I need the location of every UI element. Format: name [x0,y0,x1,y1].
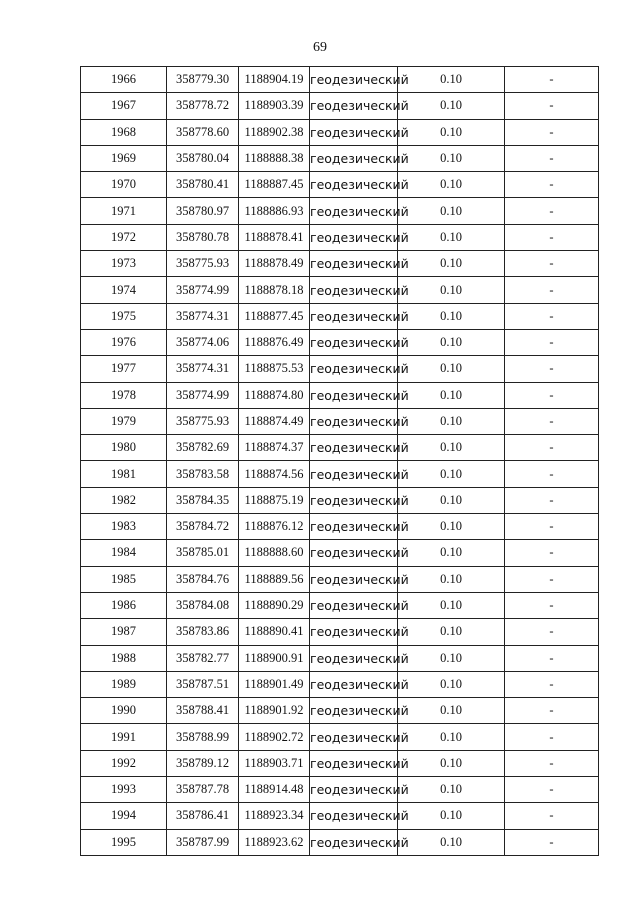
y-coordinate-cell: 1188902.72 [239,724,310,750]
y-coordinate-cell: 1188874.37 [239,435,310,461]
point-number-cell: 1971 [81,198,167,224]
table-row [81,724,599,750]
table-row [81,619,599,645]
y-coordinate-cell: 1188888.60 [239,540,310,566]
note-cell: - [505,198,599,224]
accuracy-cell: 0.10 [398,619,505,645]
note-cell: - [505,566,599,592]
y-coordinate-cell: 1188923.34 [239,803,310,829]
point-number-cell: 1966 [81,67,167,93]
point-number-cell: 1972 [81,224,167,250]
note-cell: - [505,277,599,303]
note-cell: - [505,592,599,618]
accuracy-cell: 0.10 [398,645,505,671]
point-number-cell: 1970 [81,172,167,198]
note-cell: - [505,461,599,487]
accuracy-cell: 0.10 [398,145,505,171]
y-coordinate-cell: 1188890.29 [239,592,310,618]
note-cell: - [505,803,599,829]
note-cell: - [505,145,599,171]
method-cell: геодезический [310,277,398,303]
accuracy-cell: 0.10 [398,329,505,355]
accuracy-cell: 0.10 [398,356,505,382]
table-row [81,172,599,198]
note-cell: - [505,172,599,198]
table-row [81,540,599,566]
point-number-cell: 1982 [81,487,167,513]
y-coordinate-cell: 1188890.41 [239,619,310,645]
note-cell: - [505,329,599,355]
x-coordinate-cell: 358784.35 [167,487,239,513]
y-coordinate-cell: 1188903.71 [239,750,310,776]
accuracy-cell: 0.10 [398,540,505,566]
table-row [81,750,599,776]
method-cell: геодезический [310,408,398,434]
point-number-cell: 1988 [81,645,167,671]
table-row [81,803,599,829]
x-coordinate-cell: 358774.99 [167,382,239,408]
note-cell: - [505,435,599,461]
x-coordinate-cell: 358780.41 [167,172,239,198]
note-cell: - [505,671,599,697]
y-coordinate-cell: 1188874.49 [239,408,310,434]
point-number-cell: 1986 [81,592,167,618]
y-coordinate-cell: 1188876.12 [239,514,310,540]
y-coordinate-cell: 1188874.80 [239,382,310,408]
y-coordinate-cell: 1188874.56 [239,461,310,487]
method-cell: геодезический [310,329,398,355]
method-cell: геодезический [310,198,398,224]
y-coordinate-cell: 1188903.39 [239,93,310,119]
point-number-cell: 1976 [81,329,167,355]
note-cell: - [505,540,599,566]
table-row [81,93,599,119]
accuracy-cell: 0.10 [398,277,505,303]
page-number: 69 [313,40,327,55]
accuracy-cell: 0.10 [398,750,505,776]
y-coordinate-cell: 1188886.93 [239,198,310,224]
note-cell: - [505,119,599,145]
point-number-cell: 1968 [81,119,167,145]
x-coordinate-cell: 358786.41 [167,803,239,829]
method-cell: геодезический [310,829,398,855]
table-row [81,487,599,513]
method-cell: геодезический [310,251,398,277]
accuracy-cell: 0.10 [398,224,505,250]
note-cell: - [505,224,599,250]
accuracy-cell: 0.10 [398,514,505,540]
method-cell: геодезический [310,698,398,724]
method-cell: геодезический [310,566,398,592]
note-cell: - [505,698,599,724]
y-coordinate-cell: 1188887.45 [239,172,310,198]
y-coordinate-cell: 1188889.56 [239,566,310,592]
table-row [81,251,599,277]
accuracy-cell: 0.10 [398,671,505,697]
accuracy-cell: 0.10 [398,592,505,618]
note-cell: - [505,777,599,803]
note-cell: - [505,382,599,408]
point-number-cell: 1967 [81,93,167,119]
x-coordinate-cell: 358784.72 [167,514,239,540]
y-coordinate-cell: 1188900.91 [239,645,310,671]
point-number-cell: 1991 [81,724,167,750]
x-coordinate-cell: 358784.76 [167,566,239,592]
table-row [81,277,599,303]
method-cell: геодезический [310,724,398,750]
y-coordinate-cell: 1188875.53 [239,356,310,382]
table-row [81,514,599,540]
method-cell: геодезический [310,592,398,618]
y-coordinate-cell: 1188914.48 [239,777,310,803]
x-coordinate-cell: 358780.04 [167,145,239,171]
point-number-cell: 1985 [81,566,167,592]
x-coordinate-cell: 358789.12 [167,750,239,776]
note-cell: - [505,514,599,540]
table-row [81,145,599,171]
x-coordinate-cell: 358787.99 [167,829,239,855]
point-number-cell: 1992 [81,750,167,776]
accuracy-cell: 0.10 [398,777,505,803]
method-cell: геодезический [310,93,398,119]
x-coordinate-cell: 358788.99 [167,724,239,750]
y-coordinate-cell: 1188901.49 [239,671,310,697]
point-number-cell: 1978 [81,382,167,408]
x-coordinate-cell: 358787.51 [167,671,239,697]
coordinates-table-body [81,67,599,856]
accuracy-cell: 0.10 [398,93,505,119]
method-cell: геодезический [310,435,398,461]
accuracy-cell: 0.10 [398,435,505,461]
x-coordinate-cell: 358782.77 [167,645,239,671]
y-coordinate-cell: 1188902.38 [239,119,310,145]
x-coordinate-cell: 358774.99 [167,277,239,303]
point-number-cell: 1983 [81,514,167,540]
method-cell: геодезический [310,803,398,829]
note-cell: - [505,303,599,329]
y-coordinate-cell: 1188878.18 [239,277,310,303]
method-cell: геодезический [310,461,398,487]
accuracy-cell: 0.10 [398,198,505,224]
method-cell: геодезический [310,303,398,329]
method-cell: геодезический [310,382,398,408]
coordinates-table [80,66,599,856]
method-cell: геодезический [310,540,398,566]
note-cell: - [505,724,599,750]
table-row [81,329,599,355]
accuracy-cell: 0.10 [398,408,505,434]
point-number-cell: 1981 [81,461,167,487]
note-cell: - [505,93,599,119]
accuracy-cell: 0.10 [398,461,505,487]
point-number-cell: 1993 [81,777,167,803]
table-row [81,698,599,724]
table-row [81,566,599,592]
note-cell: - [505,829,599,855]
x-coordinate-cell: 358774.06 [167,329,239,355]
note-cell: - [505,619,599,645]
table-row [81,671,599,697]
accuracy-cell: 0.10 [398,566,505,592]
table-row [81,119,599,145]
x-coordinate-cell: 358778.60 [167,119,239,145]
point-number-cell: 1979 [81,408,167,434]
table-row [81,408,599,434]
note-cell: - [505,408,599,434]
accuracy-cell: 0.10 [398,803,505,829]
y-coordinate-cell: 1188876.49 [239,329,310,355]
x-coordinate-cell: 358782.69 [167,435,239,461]
x-coordinate-cell: 358787.78 [167,777,239,803]
point-number-cell: 1994 [81,803,167,829]
method-cell: геодезический [310,645,398,671]
method-cell: геодезический [310,487,398,513]
method-cell: геодезический [310,671,398,697]
table-row [81,382,599,408]
x-coordinate-cell: 358780.97 [167,198,239,224]
accuracy-cell: 0.10 [398,382,505,408]
accuracy-cell: 0.10 [398,172,505,198]
x-coordinate-cell: 358780.78 [167,224,239,250]
x-coordinate-cell: 358775.93 [167,408,239,434]
method-cell: геодезический [310,145,398,171]
table-row [81,356,599,382]
method-cell: геодезический [310,750,398,776]
x-coordinate-cell: 358785.01 [167,540,239,566]
point-number-cell: 1969 [81,145,167,171]
accuracy-cell: 0.10 [398,698,505,724]
x-coordinate-cell: 358778.72 [167,93,239,119]
x-coordinate-cell: 358788.41 [167,698,239,724]
point-number-cell: 1987 [81,619,167,645]
x-coordinate-cell: 358774.31 [167,356,239,382]
note-cell: - [505,67,599,93]
point-number-cell: 1989 [81,671,167,697]
table-row [81,777,599,803]
y-coordinate-cell: 1188877.45 [239,303,310,329]
method-cell: геодезический [310,777,398,803]
method-cell: геодезический [310,514,398,540]
note-cell: - [505,750,599,776]
point-number-cell: 1990 [81,698,167,724]
accuracy-cell: 0.10 [398,119,505,145]
method-cell: геодезический [310,119,398,145]
table-row [81,303,599,329]
note-cell: - [505,251,599,277]
method-cell: геодезический [310,172,398,198]
y-coordinate-cell: 1188901.92 [239,698,310,724]
accuracy-cell: 0.10 [398,303,505,329]
point-number-cell: 1980 [81,435,167,461]
point-number-cell: 1995 [81,829,167,855]
accuracy-cell: 0.10 [398,67,505,93]
x-coordinate-cell: 358783.86 [167,619,239,645]
point-number-cell: 1984 [81,540,167,566]
x-coordinate-cell: 358774.31 [167,303,239,329]
y-coordinate-cell: 1188878.49 [239,251,310,277]
table-row [81,67,599,93]
table-row [81,461,599,487]
y-coordinate-cell: 1188923.62 [239,829,310,855]
table-row [81,645,599,671]
point-number-cell: 1973 [81,251,167,277]
point-number-cell: 1977 [81,356,167,382]
x-coordinate-cell: 358784.08 [167,592,239,618]
table-row [81,592,599,618]
accuracy-cell: 0.10 [398,829,505,855]
y-coordinate-cell: 1188888.38 [239,145,310,171]
y-coordinate-cell: 1188904.19 [239,67,310,93]
method-cell: геодезический [310,224,398,250]
note-cell: - [505,487,599,513]
accuracy-cell: 0.10 [398,251,505,277]
table-row [81,198,599,224]
y-coordinate-cell: 1188875.19 [239,487,310,513]
table-row [81,435,599,461]
table-row [81,829,599,855]
accuracy-cell: 0.10 [398,487,505,513]
x-coordinate-cell: 358779.30 [167,67,239,93]
x-coordinate-cell: 358783.58 [167,461,239,487]
y-coordinate-cell: 1188878.41 [239,224,310,250]
point-number-cell: 1975 [81,303,167,329]
accuracy-cell: 0.10 [398,724,505,750]
x-coordinate-cell: 358775.93 [167,251,239,277]
method-cell: геодезический [310,619,398,645]
method-cell: геодезический [310,67,398,93]
note-cell: - [505,356,599,382]
method-cell: геодезический [310,356,398,382]
note-cell: - [505,645,599,671]
table-row [81,224,599,250]
point-number-cell: 1974 [81,277,167,303]
